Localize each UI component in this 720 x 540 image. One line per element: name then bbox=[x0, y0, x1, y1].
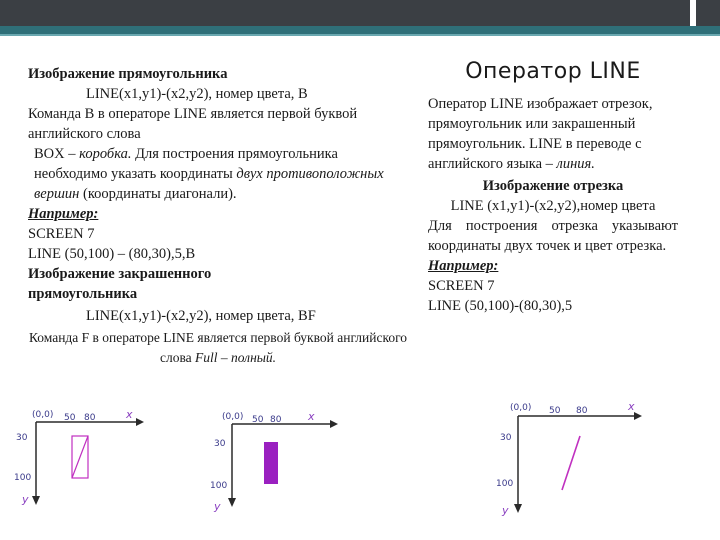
y100-label: 100 bbox=[210, 481, 228, 491]
syntax-segment: LINE (x1,y1)-(x2,y2),номер цвета bbox=[450, 198, 656, 214]
x80-label: 80 bbox=[576, 406, 588, 416]
desc-b-vertices: двух противоположных вершин bbox=[34, 166, 384, 202]
heading-rectangle: Изображение прямоугольника bbox=[28, 66, 228, 82]
diagram-rectangle bbox=[14, 408, 144, 508]
desc-b-box bbox=[28, 144, 408, 204]
desc-f-full: Full – полный. bbox=[195, 350, 277, 365]
right-column bbox=[428, 59, 678, 316]
desc-b-command bbox=[28, 104, 408, 144]
x-axis-arrow bbox=[330, 420, 338, 428]
top-bar-accent-line bbox=[0, 34, 720, 36]
heading-filled-rectangle: Изображение закрашенного прямоугольника bbox=[28, 266, 212, 302]
example-left-line2: LINE (50,100) – (80,30),5,B bbox=[28, 246, 196, 262]
origin-label: (0,0) bbox=[510, 403, 532, 413]
top-bar bbox=[0, 0, 720, 26]
intro-line-word: линия. bbox=[556, 156, 595, 172]
y-axis-letter: y bbox=[502, 504, 509, 517]
desc-segment: Для построения отрезка указывают координаты двух точек и цвет отрезка. bbox=[428, 218, 678, 254]
y100-label: 100 bbox=[496, 479, 514, 489]
origin-label: (0,0) bbox=[222, 412, 244, 422]
diagram-segment bbox=[494, 398, 644, 520]
rect-diagonal bbox=[72, 436, 88, 478]
intro-text: Оператор LINE изображает отрезок, прямоугольник или закрашенный прямоугольник. LINE в переводе с английского языка – bbox=[428, 96, 653, 172]
diagram-filled-rectangle bbox=[208, 408, 338, 513]
y30-label: 30 bbox=[214, 439, 226, 449]
desc-b-text1: Команда B в операторе LINE является первой буквой английского слова bbox=[28, 106, 358, 142]
x-axis-letter: x bbox=[628, 400, 635, 413]
top-bar-accent bbox=[0, 26, 720, 34]
desc-b-box-word: BOX – bbox=[34, 146, 80, 162]
corner-divider bbox=[690, 0, 696, 26]
segment-line bbox=[562, 436, 580, 490]
syntax-rectangle: LINE(x1,y1)-(x2,y2), номер цвета, B bbox=[86, 86, 308, 102]
x50-label: 50 bbox=[252, 415, 264, 425]
x-axis-letter: x bbox=[308, 410, 315, 423]
intro-paragraph bbox=[428, 94, 678, 174]
y-axis-letter: y bbox=[214, 500, 221, 513]
example-right-line2: LINE (50,100)-(80,30),5 bbox=[428, 298, 573, 314]
y-axis-arrow bbox=[228, 498, 236, 507]
desc-f-command bbox=[28, 328, 408, 368]
example-left-line1: SCREEN 7 bbox=[28, 226, 95, 242]
y-axis-letter: y bbox=[22, 493, 29, 506]
y100-label: 100 bbox=[14, 473, 32, 483]
x-axis-letter: x bbox=[126, 408, 133, 421]
page-title: Оператор LINE bbox=[465, 59, 641, 84]
example-label-left: Например: bbox=[28, 206, 99, 222]
y-axis-arrow bbox=[32, 496, 40, 505]
example-right-line1: SCREEN 7 bbox=[428, 278, 495, 294]
x50-label: 50 bbox=[64, 413, 76, 423]
filled-rectangle bbox=[264, 442, 278, 484]
x80-label: 80 bbox=[84, 413, 96, 423]
desc-b-text2: Для построения прямоугольника необходимо указать координаты bbox=[34, 146, 338, 182]
example-label-right: Например: bbox=[428, 258, 499, 274]
x-axis-arrow bbox=[136, 418, 144, 426]
y30-label: 30 bbox=[16, 433, 28, 443]
desc-b-box-meaning: коробка. bbox=[79, 146, 132, 162]
origin-label: (0,0) bbox=[32, 410, 54, 420]
heading-segment: Изображение отрезка bbox=[482, 178, 624, 194]
desc-b-diagonal: (координаты диагонали). bbox=[79, 186, 237, 202]
syntax-filled: LINE(x1,y1)-(x2,y2), номер цвета, BF bbox=[86, 308, 316, 324]
y-axis-arrow bbox=[514, 504, 522, 513]
y30-label: 30 bbox=[500, 433, 512, 443]
left-column bbox=[28, 64, 408, 368]
x-axis-arrow bbox=[634, 412, 642, 420]
x80-label: 80 bbox=[270, 415, 282, 425]
desc-f-text: Команда F в операторе LINE является первой буквой английского слова bbox=[28, 330, 408, 365]
x50-label: 50 bbox=[549, 406, 561, 416]
